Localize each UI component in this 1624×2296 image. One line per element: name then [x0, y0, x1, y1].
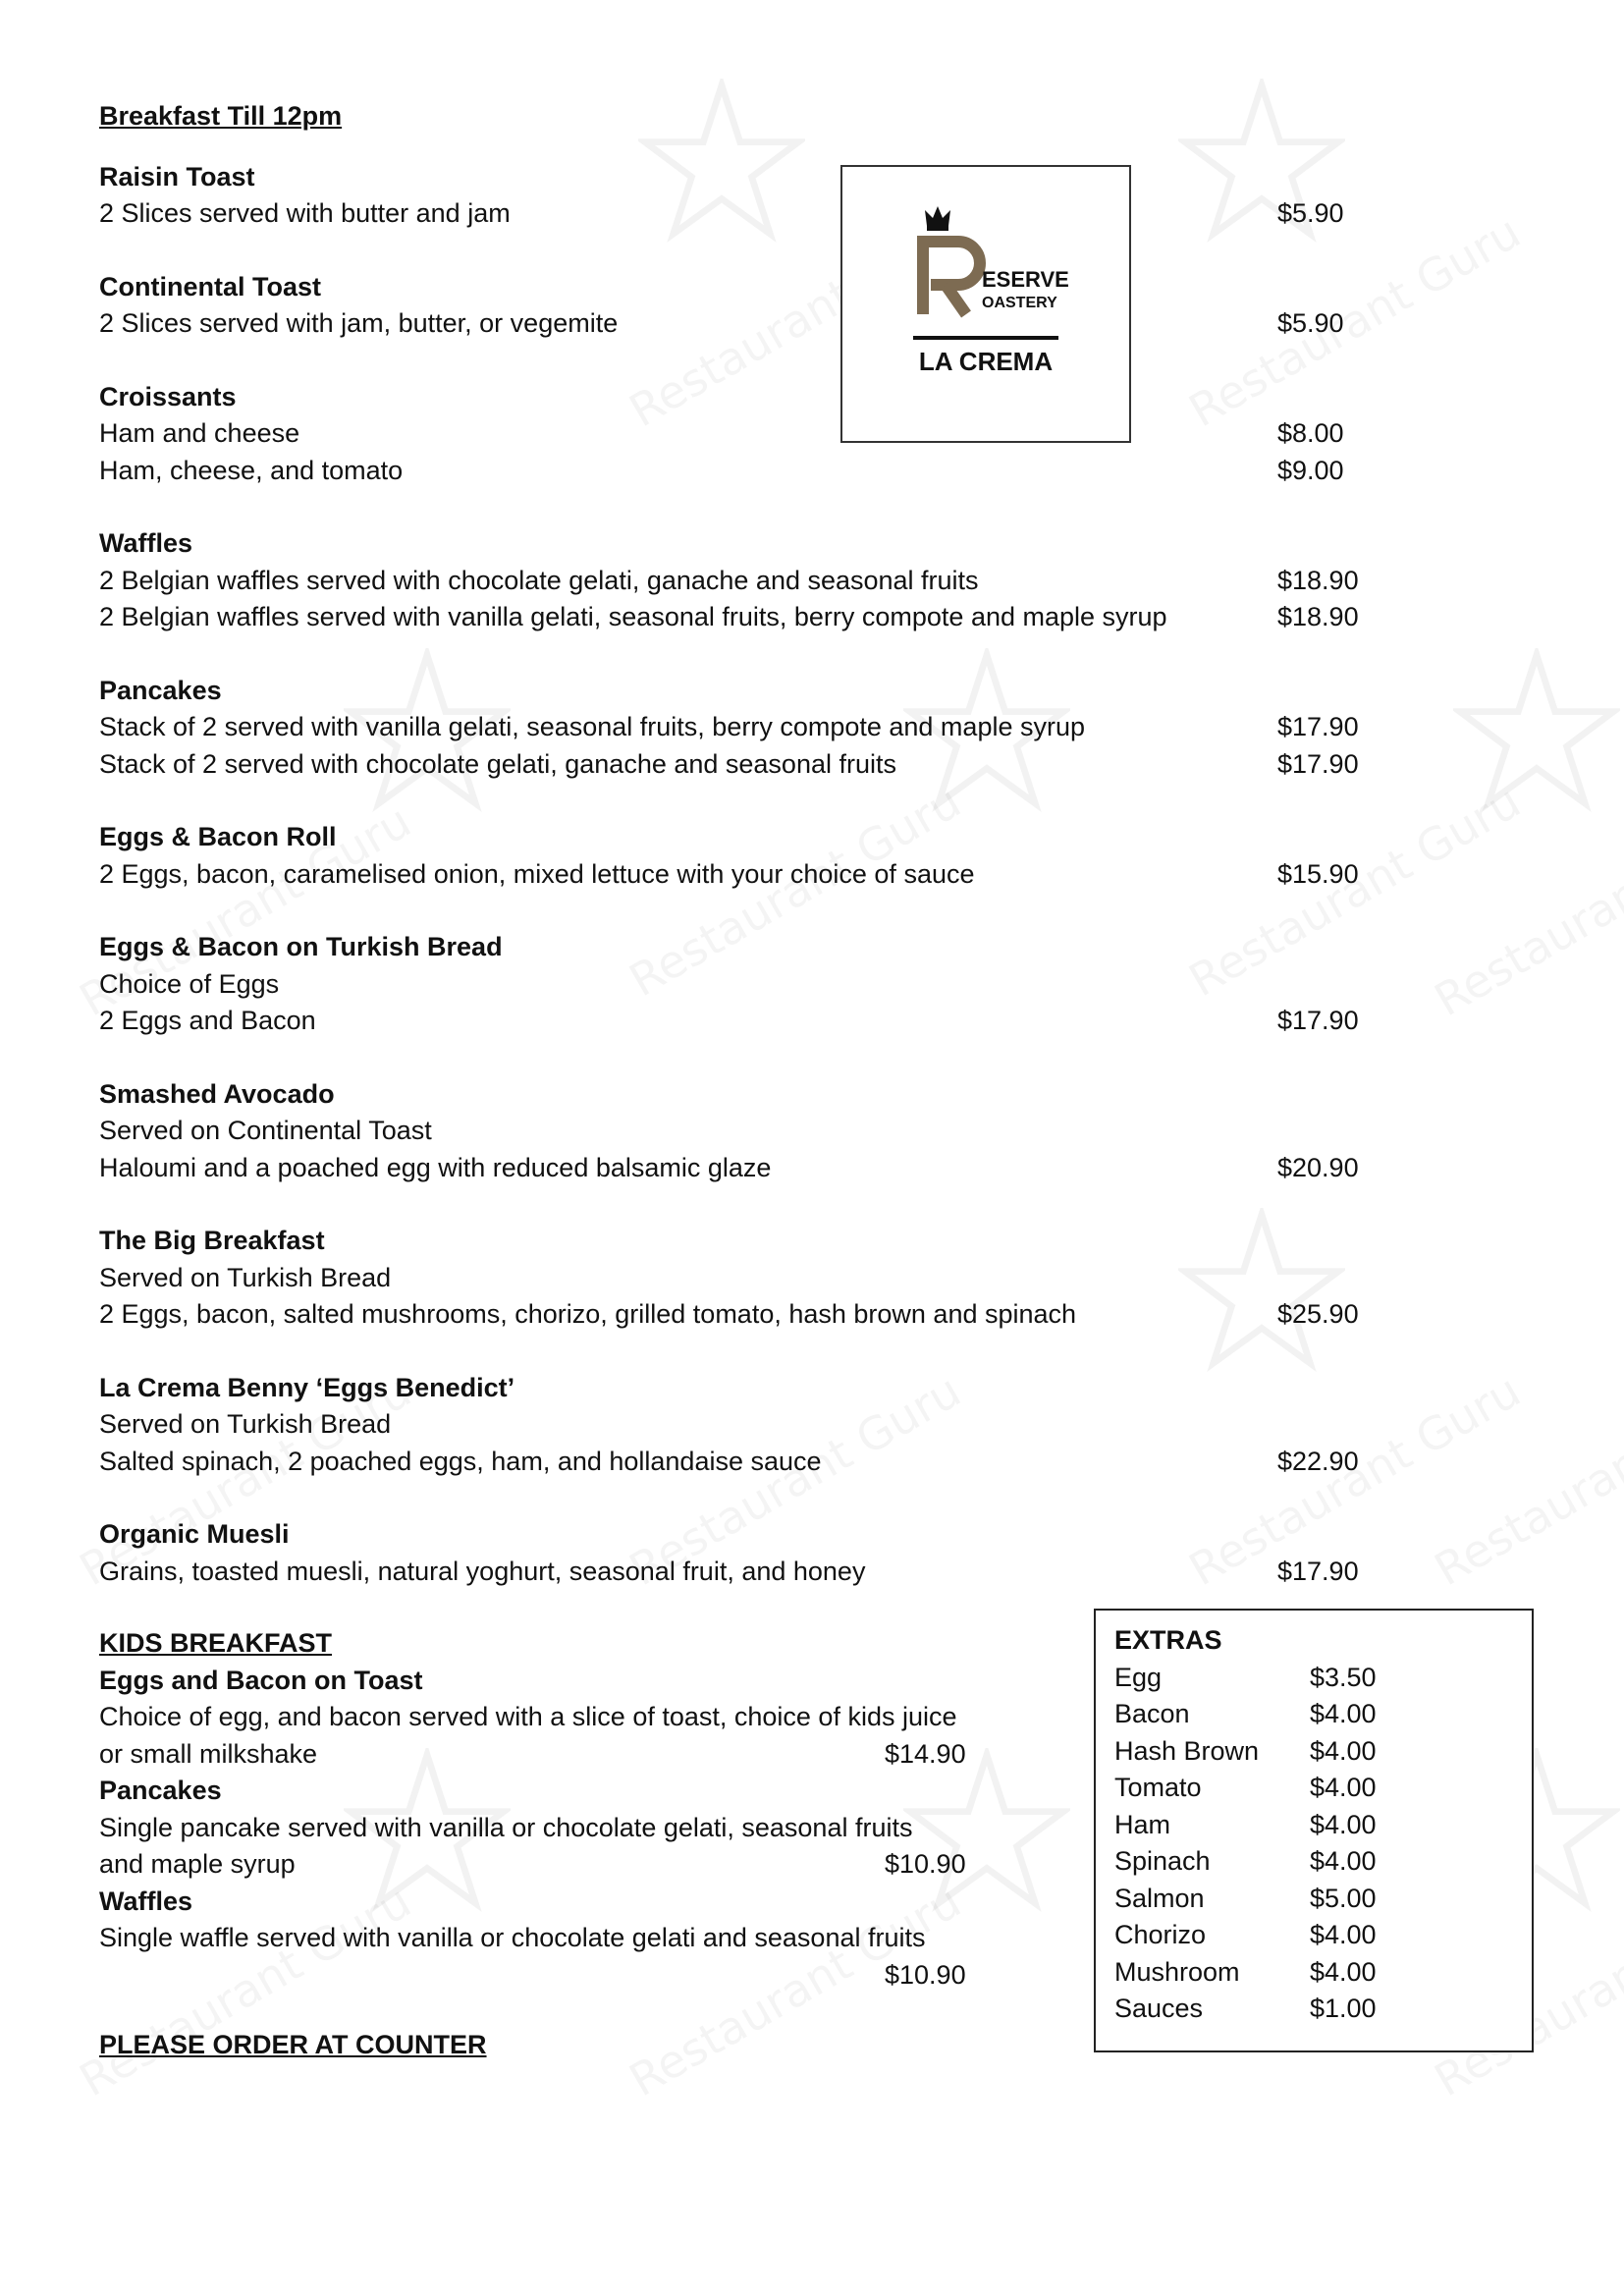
item-price: $5.90	[1277, 198, 1344, 228]
extra-item	[1114, 1660, 1532, 1697]
item-price: $18.90	[1277, 602, 1359, 631]
item-price: $15.90	[1277, 858, 1359, 889]
menu-sections	[99, 159, 1376, 1591]
item-description: Grains, toasted muesli, natural yoghurt, seasonal fruit, and honey	[99, 1556, 866, 1586]
extra-price: $4.00	[1310, 1735, 1377, 1766]
extra-item	[1114, 1917, 1532, 1954]
kids-item-line	[99, 1957, 983, 1995]
item-price: $17.90	[1277, 712, 1359, 741]
watermark-star-icon	[1453, 648, 1620, 815]
item-description: Ham and cheese	[99, 418, 300, 448]
menu-section	[99, 1223, 1376, 1334]
section-name: Pancakes	[99, 675, 222, 705]
item-price: $5.90	[1277, 308, 1344, 338]
kids-item-description: Choice of egg, and bacon served with a slice of toast, choice of kids juice	[99, 1702, 957, 1731]
menu-item-row	[99, 1150, 1376, 1187]
item-description: Served on Continental Toast	[99, 1116, 432, 1145]
item-description: Choice of Eggs	[99, 968, 280, 999]
menu-section	[99, 1370, 1376, 1481]
kids-item-name: Pancakes	[99, 1776, 222, 1805]
menu-item-row	[99, 1444, 1376, 1481]
item-description: 2 Slices served with jam, butter, or vegemite	[99, 308, 619, 338]
item-price: $9.00	[1277, 455, 1344, 485]
extra-price: $4.00	[1310, 1809, 1377, 1839]
item-price: $25.90	[1277, 1299, 1359, 1329]
restaurant-logo	[840, 165, 1131, 443]
extra-name: Tomato	[1114, 1773, 1202, 1802]
menu-item-row	[99, 746, 1376, 784]
menu-item-row	[99, 453, 1376, 490]
kids-item-price: $10.90	[885, 1959, 966, 1990]
kids-heading: KIDS BREAKFAST	[99, 1628, 333, 1658]
kids-item-description: or small milkshake	[99, 1738, 318, 1769]
item-description: Ham, cheese, and tomato	[99, 455, 404, 485]
extra-name: Hash Brown	[1114, 1735, 1260, 1766]
item-description: 2 Eggs, bacon, salted mushrooms, chorizo, grilled tomato, hash brown and spinach	[99, 1299, 1077, 1329]
kids-item-price: $14.90	[885, 1738, 966, 1769]
item-description: Stack of 2 served with vanilla gelati, seasonal fruits, berry compote and maple syrup	[99, 712, 1085, 741]
menu-section	[99, 673, 1376, 784]
menu-title: Breakfast Till 12pm	[99, 101, 343, 131]
kids-item-description: and maple syrup	[99, 1849, 296, 1879]
extra-price: $4.00	[1310, 1699, 1377, 1728]
item-price: $17.90	[1277, 1006, 1359, 1035]
menu-item-row	[99, 1260, 1376, 1297]
section-name: La Crema Benny ‘Eggs Benedict’	[99, 1372, 515, 1402]
counter-note: PLEASE ORDER AT COUNTER	[99, 2030, 487, 2059]
item-description: 2 Eggs and Bacon	[99, 1006, 316, 1035]
extras-title: EXTRAS	[1114, 1625, 1222, 1655]
item-description: Haloumi and a poached egg with reduced balsamic glaze	[99, 1152, 772, 1182]
extra-item	[1114, 1807, 1532, 1844]
kids-item-name: Waffles	[99, 1886, 193, 1916]
section-name: Continental Toast	[99, 271, 321, 301]
extra-price: $5.00	[1310, 1883, 1377, 1913]
item-description: 2 Belgian waffles served with vanilla gelati, seasonal fruits, berry compote and maple syrup	[99, 602, 1167, 631]
menu-item-row	[99, 415, 1376, 453]
item-description: 2 Belgian waffles served with chocolate gelati, ganache and seasonal fruits	[99, 565, 979, 595]
kids-item-line	[99, 1920, 983, 1957]
section-name: Eggs & Bacon on Turkish Bread	[99, 932, 503, 961]
menu-item-row	[99, 856, 1376, 894]
extra-name: Bacon	[1114, 1699, 1190, 1728]
menu-item-row	[99, 599, 1376, 636]
extra-name: Ham	[1114, 1809, 1171, 1839]
section-name: Eggs & Bacon Roll	[99, 822, 337, 851]
extras-items	[1114, 1660, 1532, 2028]
extra-name: Salmon	[1114, 1883, 1205, 1913]
menu-item-row	[99, 966, 1376, 1004]
extra-item	[1114, 1696, 1532, 1733]
menu-item-row	[99, 305, 1376, 343]
kids-item-line	[99, 1846, 983, 1884]
section-name: The Big Breakfast	[99, 1226, 325, 1255]
menu-section	[99, 269, 1376, 343]
item-description: Served on Turkish Bread	[99, 1262, 392, 1292]
extra-item	[1114, 1770, 1532, 1807]
extra-name: Spinach	[1114, 1846, 1211, 1876]
section-name: Croissants	[99, 381, 237, 411]
extra-price: $4.00	[1310, 1956, 1377, 1987]
menu-section	[99, 819, 1376, 893]
kids-item-price: $10.90	[885, 1849, 966, 1879]
menu-item-row	[99, 1554, 1376, 1591]
extra-name: Egg	[1114, 1662, 1163, 1692]
menu-item-row	[99, 563, 1376, 600]
item-price: $8.00	[1277, 418, 1344, 448]
menu-section	[99, 929, 1376, 1040]
menu-item-row	[99, 195, 1376, 233]
svg-text:OASTERY: OASTERY	[982, 295, 1057, 311]
logo-mark-icon	[842, 167, 1129, 441]
menu-section	[99, 525, 1376, 636]
extra-item	[1114, 1733, 1532, 1771]
extra-item	[1114, 1954, 1532, 1992]
item-description: Served on Turkish Bread	[99, 1409, 392, 1439]
menu-item-row	[99, 1113, 1376, 1150]
section-name: Smashed Avocado	[99, 1078, 335, 1109]
item-price: $17.90	[1277, 748, 1359, 779]
menu-item-row	[99, 709, 1376, 746]
extra-price: $4.00	[1310, 1920, 1377, 1949]
extras-box	[1094, 1609, 1534, 2052]
kids-item-description: Single pancake served with vanilla or chocolate gelati, seasonal fruits	[99, 1812, 913, 1842]
kids-item-description: Single waffle served with vanilla or chocolate gelati and seasonal fruits	[99, 1923, 926, 1952]
item-description: 2 Eggs, bacon, caramelised onion, mixed lettuce with your choice of sauce	[99, 858, 975, 889]
extra-price: $4.00	[1310, 1846, 1377, 1876]
extra-name: Sauces	[1114, 1994, 1204, 2023]
menu-section	[99, 159, 1376, 233]
item-description: Salted spinach, 2 poached eggs, ham, and hollandaise sauce	[99, 1446, 822, 1476]
extra-item	[1114, 1991, 1532, 2028]
item-price: $17.90	[1277, 1556, 1359, 1586]
section-name: Waffles	[99, 528, 193, 558]
item-price: $20.90	[1277, 1152, 1359, 1182]
item-price: $18.90	[1277, 565, 1359, 595]
menu-section	[99, 1076, 1376, 1187]
kids-item-line	[99, 1810, 983, 1847]
kids-item-line	[99, 1736, 983, 1774]
menu-item-row	[99, 1406, 1376, 1444]
kids-breakfast	[99, 1625, 983, 1994]
extra-price: $1.00	[1310, 1994, 1377, 2023]
extra-price: $3.50	[1310, 1662, 1377, 1692]
extra-item	[1114, 1843, 1532, 1881]
menu-item-row	[99, 1003, 1376, 1040]
menu-section	[99, 1516, 1376, 1590]
extra-name: Mushroom	[1114, 1956, 1240, 1987]
section-name: Raisin Toast	[99, 161, 255, 191]
extra-price: $4.00	[1310, 1773, 1377, 1802]
kids-items	[99, 1663, 983, 1995]
menu-item-row	[99, 1296, 1376, 1334]
kids-item-line	[99, 1699, 983, 1736]
svg-text:LA CREMA: LA CREMA	[918, 347, 1054, 376]
item-price: $22.90	[1277, 1446, 1359, 1476]
extra-item	[1114, 1881, 1532, 1918]
extra-name: Chorizo	[1114, 1920, 1207, 1949]
section-name: Organic Muesli	[99, 1519, 290, 1549]
item-description: Stack of 2 served with chocolate gelati, ganache and seasonal fruits	[99, 748, 896, 779]
menu-section	[99, 379, 1376, 490]
crown-icon	[925, 206, 950, 231]
kids-item-name: Eggs and Bacon on Toast	[99, 1665, 423, 1695]
svg-text:ESERVE: ESERVE	[982, 267, 1069, 292]
menu-content	[99, 98, 1376, 1626]
item-description: 2 Slices served with butter and jam	[99, 198, 511, 228]
